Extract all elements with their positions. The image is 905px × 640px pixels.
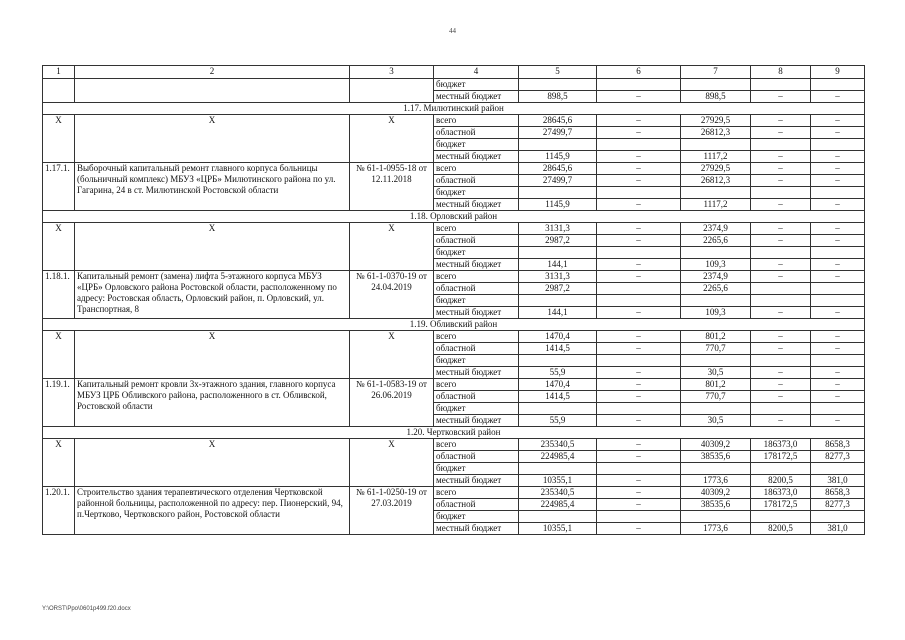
value-cell: 27499,7 bbox=[519, 175, 597, 187]
item-permit-cell: № 61-1-0250-19 от 27.03.2019 bbox=[350, 487, 434, 535]
value-cell: 178172,5 bbox=[751, 499, 811, 511]
budget-type-cell: бюджет bbox=[434, 355, 519, 367]
value-cell: 801,2 bbox=[681, 331, 751, 343]
budget-type-cell: всего bbox=[434, 439, 519, 451]
value-cell: – bbox=[597, 127, 681, 139]
x-cell: Х bbox=[350, 115, 434, 163]
value-cell: – bbox=[751, 91, 811, 103]
value-cell: – bbox=[811, 151, 865, 163]
value-cell: – bbox=[811, 391, 865, 403]
x-cell: Х bbox=[75, 439, 350, 487]
value-cell: – bbox=[597, 223, 681, 235]
value-cell: – bbox=[751, 415, 811, 427]
value-cell bbox=[519, 139, 597, 151]
value-cell: 3131,3 bbox=[519, 223, 597, 235]
item-description-cell: Капитальный ремонт кровли 3х-этажного здания, главного корпуса МБУЗ ЦРБ Обливского района, расположенного в ст. Обливской, Ростовской области bbox=[75, 379, 350, 427]
x-cell: Х bbox=[75, 115, 350, 163]
value-cell: 8277,3 bbox=[811, 451, 865, 463]
section-title-row bbox=[43, 103, 865, 115]
value-cell bbox=[681, 355, 751, 367]
value-cell: – bbox=[597, 271, 681, 283]
value-cell: – bbox=[751, 343, 811, 355]
section-title-row bbox=[43, 427, 865, 439]
budget-table bbox=[42, 65, 865, 535]
value-cell bbox=[519, 511, 597, 523]
item-row bbox=[43, 163, 865, 175]
value-cell: 10355,1 bbox=[519, 523, 597, 535]
item-description-cell: Капитальный ремонт (замена) лифта 5-этажного корпуса МБУЗ «ЦРБ» Орловского района Ростовской области, расположенному по адресу: Ростовская область, Орловский район, п. Орловский, ул. Транспортная, 8 bbox=[75, 271, 350, 319]
value-cell bbox=[681, 463, 751, 475]
budget-type-cell: бюджет bbox=[434, 139, 519, 151]
value-cell: – bbox=[751, 259, 811, 271]
value-cell: 10355,1 bbox=[519, 475, 597, 487]
column-number: 7 bbox=[681, 66, 751, 79]
value-cell bbox=[751, 511, 811, 523]
value-cell: 26812,3 bbox=[681, 127, 751, 139]
value-cell: – bbox=[597, 391, 681, 403]
budget-type-cell: областной bbox=[434, 127, 519, 139]
value-cell bbox=[811, 403, 865, 415]
column-number: 5 bbox=[519, 66, 597, 79]
value-cell: 381,0 bbox=[811, 523, 865, 535]
value-cell: – bbox=[597, 259, 681, 271]
column-number: 1 bbox=[43, 66, 75, 79]
budget-type-cell: всего bbox=[434, 379, 519, 391]
value-cell bbox=[681, 139, 751, 151]
value-cell: 27499,7 bbox=[519, 127, 597, 139]
value-cell bbox=[681, 79, 751, 91]
value-cell bbox=[751, 403, 811, 415]
value-cell: – bbox=[751, 175, 811, 187]
total-row bbox=[43, 439, 865, 451]
value-cell: 770,7 bbox=[681, 343, 751, 355]
column-number: 9 bbox=[811, 66, 865, 79]
value-cell: 1414,5 bbox=[519, 343, 597, 355]
value-cell bbox=[519, 247, 597, 259]
value-cell: 381,0 bbox=[811, 475, 865, 487]
value-cell: 30,5 bbox=[681, 415, 751, 427]
value-cell: 8658,3 bbox=[811, 439, 865, 451]
value-cell: 27929,5 bbox=[681, 163, 751, 175]
value-cell: – bbox=[751, 115, 811, 127]
value-cell: – bbox=[811, 367, 865, 379]
value-cell: 1773,6 bbox=[681, 523, 751, 535]
value-cell bbox=[597, 79, 681, 91]
value-cell: – bbox=[751, 127, 811, 139]
budget-type-cell: бюджет bbox=[434, 187, 519, 199]
item-description-cell: Строительство здания терапевтического отделения Чертковской районной больницы, расположенной по адресу: пер. Пионерский, 94, п.Чертково, Чертковского район, Ростовской области bbox=[75, 487, 350, 535]
value-cell: 28645,6 bbox=[519, 163, 597, 175]
value-cell: 1117,2 bbox=[681, 199, 751, 211]
value-cell bbox=[811, 139, 865, 151]
value-cell: 235340,5 bbox=[519, 439, 597, 451]
value-cell: – bbox=[597, 91, 681, 103]
value-cell: – bbox=[597, 115, 681, 127]
item-description-cell: Выборочный капитальный ремонт главного корпуса больницы (больничный комплекс) МБУЗ «ЦРБ» Милютинского района по ул. Гагарина, 24 в ст. Милютинской Ростовской области bbox=[75, 163, 350, 211]
value-cell: 186373,0 bbox=[751, 439, 811, 451]
column-number: 6 bbox=[597, 66, 681, 79]
budget-type-cell: всего bbox=[434, 163, 519, 175]
total-row bbox=[43, 331, 865, 343]
value-cell bbox=[811, 511, 865, 523]
value-cell bbox=[519, 403, 597, 415]
value-cell: – bbox=[597, 331, 681, 343]
footer-file-path: Y:\ORST\Ppo\0601p499.f20.docx bbox=[42, 606, 131, 612]
value-cell bbox=[597, 187, 681, 199]
value-cell: – bbox=[597, 487, 681, 499]
value-cell bbox=[681, 295, 751, 307]
item-row bbox=[43, 379, 865, 391]
value-cell: 1117,2 bbox=[681, 151, 751, 163]
value-cell bbox=[811, 463, 865, 475]
budget-type-cell: всего bbox=[434, 271, 519, 283]
continuation-row bbox=[43, 79, 865, 91]
value-cell: – bbox=[751, 163, 811, 175]
budget-type-cell: областной bbox=[434, 391, 519, 403]
value-cell: 178172,5 bbox=[751, 451, 811, 463]
value-cell: 2265,6 bbox=[681, 283, 751, 295]
budget-type-cell: бюджет bbox=[434, 295, 519, 307]
item-number-cell: 1.20.1. bbox=[43, 487, 75, 535]
value-cell bbox=[681, 511, 751, 523]
budget-type-cell: бюджет bbox=[434, 511, 519, 523]
value-cell: – bbox=[811, 163, 865, 175]
value-cell: 2987,2 bbox=[519, 283, 597, 295]
value-cell bbox=[597, 511, 681, 523]
value-cell: 27929,5 bbox=[681, 115, 751, 127]
value-cell: 2987,2 bbox=[519, 235, 597, 247]
x-cell: Х bbox=[350, 223, 434, 271]
value-cell bbox=[519, 295, 597, 307]
value-cell: – bbox=[811, 379, 865, 391]
budget-type-cell: областной bbox=[434, 283, 519, 295]
x-cell: Х bbox=[350, 331, 434, 379]
value-cell: 144,1 bbox=[519, 259, 597, 271]
empty-cell bbox=[350, 79, 434, 103]
column-number: 8 bbox=[751, 66, 811, 79]
budget-type-cell: всего bbox=[434, 223, 519, 235]
item-number-cell: 1.19.1. bbox=[43, 379, 75, 427]
x-cell: Х bbox=[43, 331, 75, 379]
value-cell: 224985,4 bbox=[519, 499, 597, 511]
value-cell: – bbox=[597, 235, 681, 247]
item-permit-cell: № 61-1-0583-19 от 26.06.2019 bbox=[350, 379, 434, 427]
section-title-row bbox=[43, 211, 865, 223]
budget-type-cell: местный бюджет bbox=[434, 91, 519, 103]
value-cell: 1145,9 bbox=[519, 151, 597, 163]
value-cell: – bbox=[597, 175, 681, 187]
value-cell: – bbox=[811, 223, 865, 235]
value-cell: 224985,4 bbox=[519, 451, 597, 463]
total-row bbox=[43, 223, 865, 235]
value-cell: – bbox=[751, 271, 811, 283]
value-cell: 55,9 bbox=[519, 415, 597, 427]
column-number: 4 bbox=[434, 66, 519, 79]
x-cell: Х bbox=[43, 439, 75, 487]
value-cell: – bbox=[597, 151, 681, 163]
value-cell bbox=[811, 187, 865, 199]
value-cell: – bbox=[597, 475, 681, 487]
value-cell: – bbox=[751, 151, 811, 163]
value-cell: 109,3 bbox=[681, 259, 751, 271]
column-number: 2 bbox=[75, 66, 350, 79]
value-cell: 2374,9 bbox=[681, 223, 751, 235]
value-cell: 109,3 bbox=[681, 307, 751, 319]
value-cell: 3131,3 bbox=[519, 271, 597, 283]
value-cell: – bbox=[597, 499, 681, 511]
value-cell: 38535,6 bbox=[681, 451, 751, 463]
budget-type-cell: областной bbox=[434, 175, 519, 187]
value-cell bbox=[811, 295, 865, 307]
value-cell: 8200,5 bbox=[751, 523, 811, 535]
value-cell: – bbox=[811, 415, 865, 427]
total-row bbox=[43, 115, 865, 127]
value-cell: – bbox=[597, 523, 681, 535]
value-cell bbox=[751, 283, 811, 295]
column-number: 3 bbox=[350, 66, 434, 79]
value-cell: – bbox=[751, 391, 811, 403]
value-cell bbox=[811, 283, 865, 295]
budget-type-cell: местный бюджет bbox=[434, 367, 519, 379]
budget-type-cell: областной bbox=[434, 343, 519, 355]
budget-type-cell: бюджет bbox=[434, 463, 519, 475]
value-cell: 186373,0 bbox=[751, 487, 811, 499]
item-row bbox=[43, 487, 865, 499]
item-number-cell: 1.17.1. bbox=[43, 163, 75, 211]
value-cell bbox=[681, 403, 751, 415]
section-title: 1.18. Орловский район bbox=[43, 211, 865, 223]
value-cell: – bbox=[597, 343, 681, 355]
value-cell: – bbox=[751, 235, 811, 247]
value-cell bbox=[597, 283, 681, 295]
value-cell bbox=[751, 139, 811, 151]
value-cell: – bbox=[597, 379, 681, 391]
value-cell bbox=[681, 247, 751, 259]
value-cell: 30,5 bbox=[681, 367, 751, 379]
value-cell: – bbox=[751, 199, 811, 211]
value-cell bbox=[597, 403, 681, 415]
value-cell: 8277,3 bbox=[811, 499, 865, 511]
value-cell: – bbox=[597, 307, 681, 319]
value-cell: – bbox=[811, 307, 865, 319]
value-cell: 144,1 bbox=[519, 307, 597, 319]
value-cell: – bbox=[811, 343, 865, 355]
value-cell: 1773,6 bbox=[681, 475, 751, 487]
value-cell: 28645,6 bbox=[519, 115, 597, 127]
value-cell: 40309,2 bbox=[681, 439, 751, 451]
value-cell bbox=[519, 355, 597, 367]
empty-cell bbox=[43, 79, 75, 103]
value-cell bbox=[811, 355, 865, 367]
value-cell bbox=[519, 187, 597, 199]
budget-type-cell: всего bbox=[434, 331, 519, 343]
value-cell bbox=[597, 295, 681, 307]
budget-type-cell: бюджет bbox=[434, 403, 519, 415]
x-cell: Х bbox=[350, 439, 434, 487]
value-cell: 235340,5 bbox=[519, 487, 597, 499]
budget-type-cell: всего bbox=[434, 487, 519, 499]
budget-type-cell: местный бюджет bbox=[434, 199, 519, 211]
value-cell: – bbox=[751, 379, 811, 391]
value-cell: – bbox=[811, 115, 865, 127]
value-cell: – bbox=[811, 271, 865, 283]
value-cell bbox=[751, 463, 811, 475]
item-number-cell: 1.18.1. bbox=[43, 271, 75, 319]
value-cell: 1470,4 bbox=[519, 379, 597, 391]
budget-type-cell: местный бюджет bbox=[434, 523, 519, 535]
x-cell: Х bbox=[75, 331, 350, 379]
x-cell: Х bbox=[43, 115, 75, 163]
value-cell bbox=[519, 79, 597, 91]
item-permit-cell: № 61-1-0370-19 от 24.04.2019 bbox=[350, 271, 434, 319]
section-title: 1.20. Чертковский район bbox=[43, 427, 865, 439]
value-cell: 1414,5 bbox=[519, 391, 597, 403]
value-cell: 1470,4 bbox=[519, 331, 597, 343]
value-cell bbox=[751, 187, 811, 199]
page-number: 44 bbox=[449, 27, 456, 35]
budget-type-cell: областной bbox=[434, 451, 519, 463]
budget-type-cell: местный бюджет bbox=[434, 415, 519, 427]
value-cell bbox=[597, 247, 681, 259]
value-cell: – bbox=[597, 439, 681, 451]
value-cell: – bbox=[811, 91, 865, 103]
x-cell: Х bbox=[43, 223, 75, 271]
value-cell: 8658,3 bbox=[811, 487, 865, 499]
value-cell: – bbox=[751, 367, 811, 379]
value-cell: – bbox=[811, 199, 865, 211]
value-cell: 38535,6 bbox=[681, 499, 751, 511]
budget-type-cell: местный бюджет bbox=[434, 307, 519, 319]
value-cell: 40309,2 bbox=[681, 487, 751, 499]
value-cell: 898,5 bbox=[519, 91, 597, 103]
budget-type-cell: всего bbox=[434, 115, 519, 127]
value-cell bbox=[751, 295, 811, 307]
value-cell: 55,9 bbox=[519, 367, 597, 379]
budget-type-cell: местный бюджет bbox=[434, 475, 519, 487]
value-cell: – bbox=[751, 331, 811, 343]
value-cell bbox=[751, 355, 811, 367]
value-cell: – bbox=[811, 331, 865, 343]
value-cell: 770,7 bbox=[681, 391, 751, 403]
budget-type-cell: местный бюджет bbox=[434, 259, 519, 271]
budget-type-cell: областной bbox=[434, 499, 519, 511]
value-cell bbox=[597, 463, 681, 475]
budget-type-cell: бюджет bbox=[434, 79, 519, 91]
section-title-row bbox=[43, 319, 865, 331]
item-row bbox=[43, 271, 865, 283]
value-cell: – bbox=[811, 259, 865, 271]
value-cell: 1145,9 bbox=[519, 199, 597, 211]
value-cell: 2265,6 bbox=[681, 235, 751, 247]
value-cell bbox=[751, 79, 811, 91]
value-cell: 898,5 bbox=[681, 91, 751, 103]
value-cell bbox=[597, 139, 681, 151]
value-cell: 801,2 bbox=[681, 379, 751, 391]
value-cell bbox=[751, 247, 811, 259]
column-number-row bbox=[43, 66, 865, 79]
empty-cell bbox=[75, 79, 350, 103]
value-cell: 8200,5 bbox=[751, 475, 811, 487]
value-cell: – bbox=[751, 223, 811, 235]
item-permit-cell: № 61-1-0955-18 от 12.11.2018 bbox=[350, 163, 434, 211]
value-cell: – bbox=[597, 451, 681, 463]
value-cell: 2374,9 bbox=[681, 271, 751, 283]
budget-type-cell: бюджет bbox=[434, 247, 519, 259]
value-cell bbox=[519, 463, 597, 475]
x-cell: Х bbox=[75, 223, 350, 271]
value-cell: – bbox=[597, 415, 681, 427]
value-cell: – bbox=[811, 235, 865, 247]
value-cell: 26812,3 bbox=[681, 175, 751, 187]
section-title: 1.19. Обливский район bbox=[43, 319, 865, 331]
value-cell bbox=[681, 187, 751, 199]
section-title: 1.17. Милютинский район bbox=[43, 103, 865, 115]
value-cell bbox=[597, 355, 681, 367]
budget-type-cell: местный бюджет bbox=[434, 151, 519, 163]
value-cell bbox=[811, 247, 865, 259]
table-body bbox=[43, 66, 865, 535]
value-cell: – bbox=[597, 163, 681, 175]
value-cell: – bbox=[597, 199, 681, 211]
budget-table-container bbox=[42, 65, 864, 535]
value-cell bbox=[811, 79, 865, 91]
value-cell: – bbox=[597, 367, 681, 379]
budget-type-cell: областной bbox=[434, 235, 519, 247]
value-cell: – bbox=[811, 127, 865, 139]
value-cell: – bbox=[811, 175, 865, 187]
value-cell: – bbox=[751, 307, 811, 319]
